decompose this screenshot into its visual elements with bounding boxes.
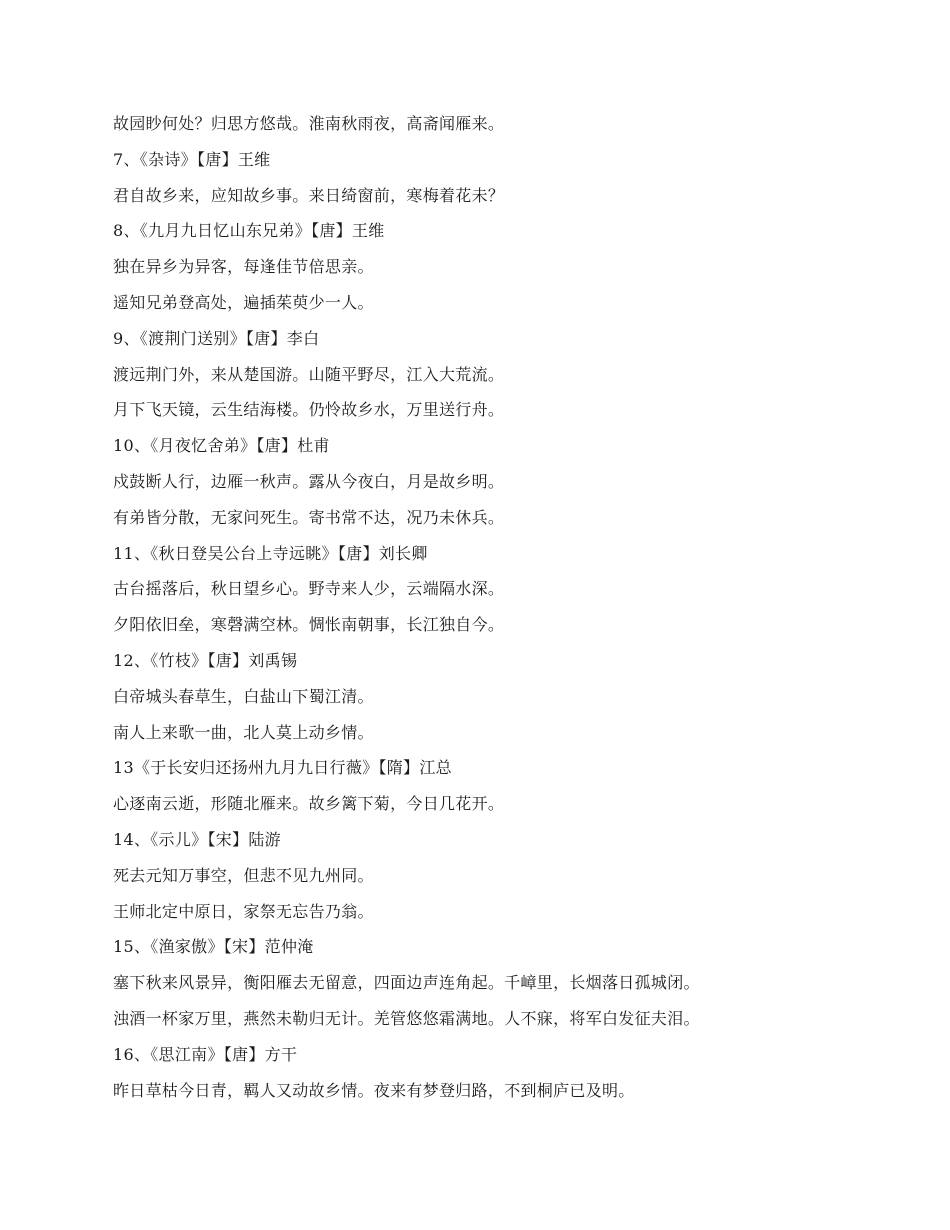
- poem-heading: 14、《示儿》【宋】陆游: [113, 829, 281, 849]
- poem-heading: 15、《渔家傲》【宋】范仲淹: [113, 937, 314, 957]
- poem-line: 古台摇落后，秋日望乡心。野寺来人少，云端隔水深。: [113, 579, 505, 599]
- poem-line: 君自故乡来，应知故乡事。来日绮窗前，寒梅着花未？: [113, 185, 505, 205]
- poem-line: 心逐南云逝，形随北雁来。故乡篱下菊，今日几花开。: [113, 794, 505, 814]
- poem-line: 独在异乡为异客，每逢佳节倍思亲。: [113, 257, 374, 277]
- poem-line: 遥知兄弟登高处，遍插茱萸少一人。: [113, 292, 374, 312]
- poem-heading: 10、《月夜忆舍弟》【唐】杜甫: [113, 436, 330, 456]
- poem-heading: 16、《思江南》【唐】方干: [113, 1044, 298, 1064]
- poem-line: 白帝城头春草生，白盐山下蜀江清。: [113, 686, 374, 706]
- poem-line: 有弟皆分散，无家问死生。寄书常不达，况乃未休兵。: [113, 507, 505, 527]
- poem-heading: 11、《秋日登吴公台上寺远眺》【唐】刘长卿: [113, 543, 428, 563]
- poem-heading: 7、《杂诗》【唐】王维: [113, 149, 271, 169]
- poem-line: 浊酒一杯家万里，燕然未勒归无计。羌管悠悠霜满地。人不寐，将军白发征夫泪。: [113, 1008, 700, 1028]
- poem-heading: 12、《竹枝》【唐】刘禹锡: [113, 650, 298, 670]
- poem-line: 故园眇何处？归思方悠哉。淮南秋雨夜，高斋闻雁来。: [113, 114, 505, 133]
- poem-heading: 9、《渡荆门送别》【唐】李白: [113, 328, 320, 348]
- poem-heading: 8、《九月九日忆山东兄弟》【唐】王维: [113, 221, 385, 241]
- poem-line: 夕阳依旧垒，寒磬满空林。惆怅南朝事，长江独自今。: [113, 615, 505, 635]
- document-page: [113, 106, 913, 1108]
- poem-line: 戍鼓断人行，边雁一秋声。露从今夜白，月是故乡明。: [113, 471, 505, 491]
- poem-line: 昨日草枯今日青，羁人又动故乡情。夜来有梦登归路，不到桐庐已及明。: [113, 1080, 635, 1100]
- poem-line: 塞下秋来风景异，衡阳雁去无留意，四面边声连角起。千嶂里，长烟落日孤城闭。: [113, 973, 700, 993]
- poem-line: 渡远荆门外，来从楚国游。山随平野尽，江入大荒流。: [113, 364, 505, 384]
- poem-line: 南人上来歌一曲，北人莫上动乡情。: [113, 722, 374, 742]
- poem-line: 王师北定中原日，家祭无忘告乃翁。: [113, 901, 374, 921]
- poem-line: 死去元知万事空，但悲不见九州同。: [113, 865, 374, 885]
- poem-heading: 13《于长安归还扬州九月九日行薇》【隋】江总: [113, 758, 452, 778]
- poem-line: 月下飞天镜，云生结海楼。仍怜故乡水，万里送行舟。: [113, 400, 505, 420]
